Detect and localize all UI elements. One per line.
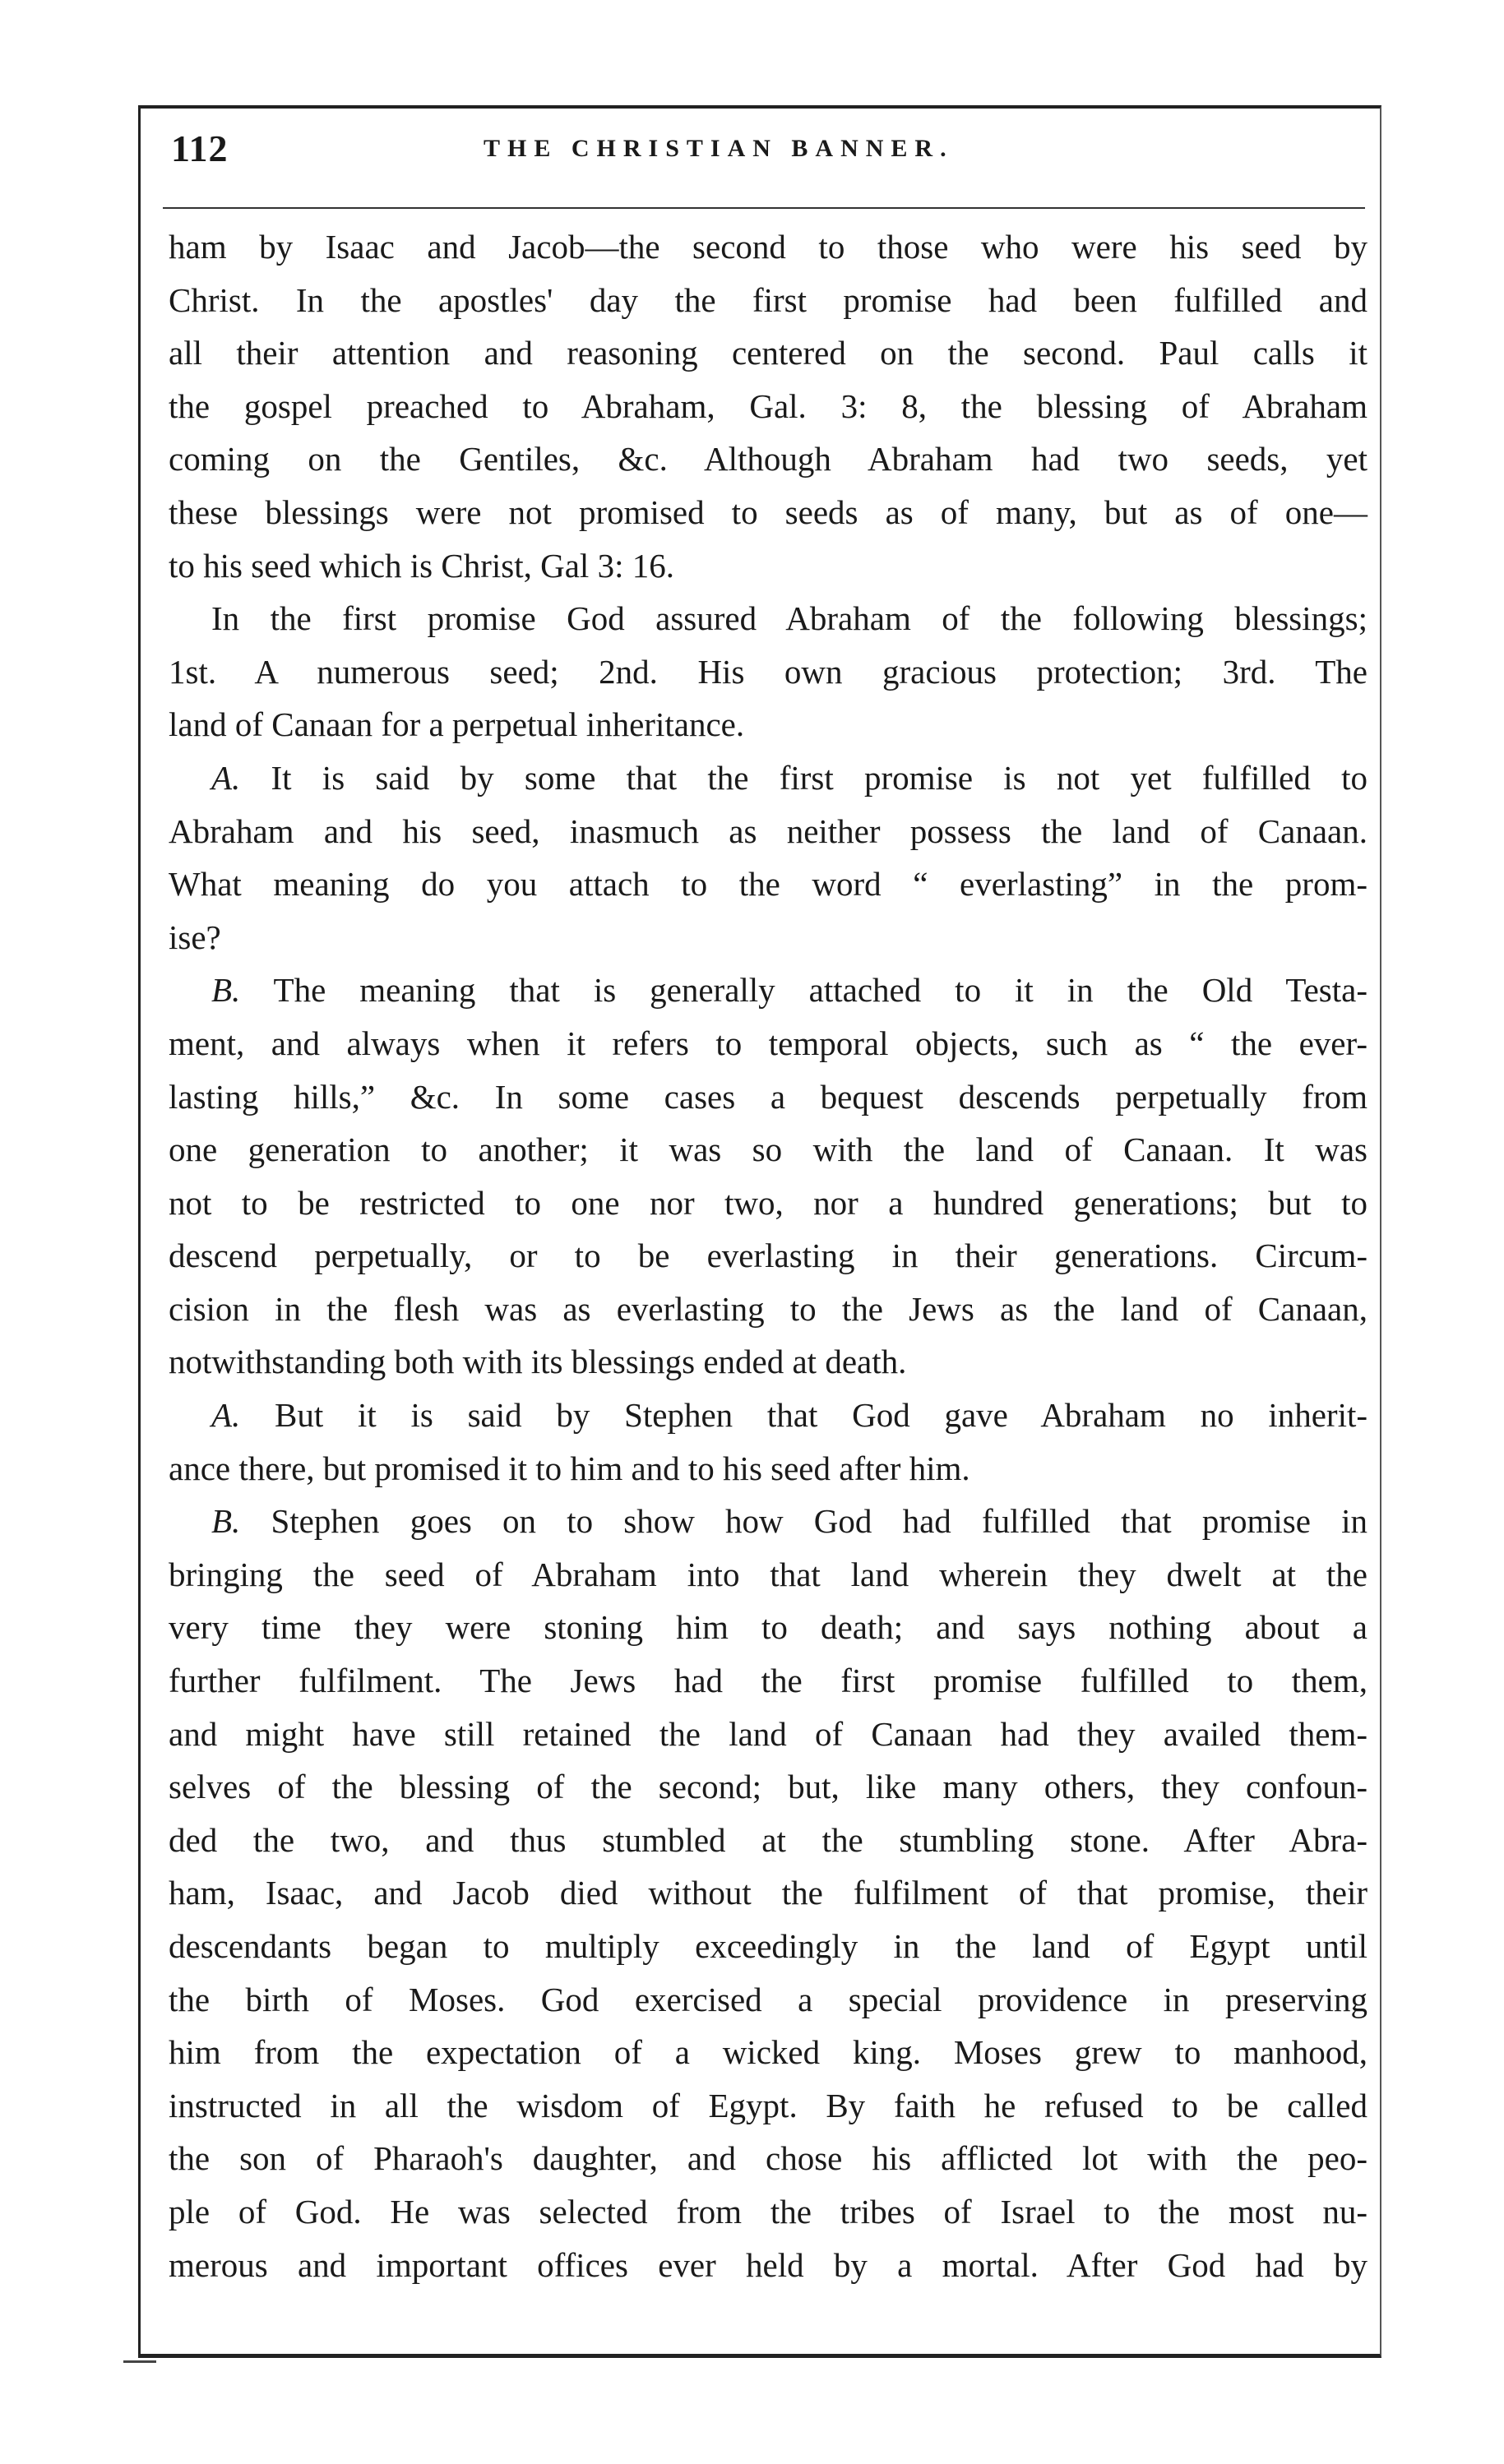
text-line: descendants began to multiply exceedingly in the land of Egypt until — [169, 1927, 1367, 1965]
text-line: ham by Isaac and Jacob—the second to those who were his seed by — [169, 228, 1367, 266]
text-line: one generation to another; it was so with the land of Canaan. It was — [169, 1130, 1367, 1169]
text-line: In the first promise God assured Abraham of the following blessings; — [211, 599, 1367, 638]
text-line: not to be restricted to one nor two, nor a hundred generations; but to — [169, 1183, 1367, 1222]
text-line: all their attention and reasoning centered on the second. Paul calls it — [169, 334, 1367, 372]
text-line: Christ. In the apostles' day the first promise had been fulfilled and — [169, 280, 1367, 319]
text-line: ance there, but promised it to him and to his seed after him. — [169, 1449, 970, 1487]
speaker-label: B. — [211, 1502, 241, 1541]
text-line: ple of God. He was selected from the tribes of Israel to the most nu- — [169, 2192, 1367, 2231]
text-line: lasting hills,” &c. In some cases a bequest descends perpetually from — [169, 1077, 1367, 1116]
text-line: these blessings were not promised to seeds as of many, but as of one— — [169, 492, 1367, 531]
text-line: to his seed which is Christ, Gal 3: 16. — [169, 546, 674, 585]
speaker-label: A. — [211, 1396, 241, 1435]
running-head: THE CHRISTIAN BANNER. — [484, 135, 954, 162]
speaker-line — [169, 1389, 1367, 1442]
text-line: Abraham and his seed, inasmuch as neither possess the land of Canaan. — [169, 811, 1367, 850]
text-line: descend perpetually, or to be everlasting in their generations. Circum- — [169, 1237, 1367, 1275]
speaker-label: B. — [211, 971, 241, 1010]
bottom-rule-mark — [123, 2360, 156, 2363]
text-line: and might have still retained the land of Canaan had they availed them- — [169, 1714, 1367, 1753]
text-line: him from the expectation of a wicked king. Moses grew to manhood, — [169, 2033, 1367, 2072]
text-line: Stephen goes on to show how God had fulfilled that promise in — [271, 1502, 1367, 1541]
text-line: the son of Pharaoh's daughter, and chose his afflicted lot with the peo- — [169, 2139, 1367, 2178]
speaker-line — [169, 964, 1367, 1017]
text-line: coming on the Gentiles, &c. Although Abraham had two seeds, yet — [169, 440, 1367, 478]
text-line: What meaning do you attach to the word “ everlasting” in the prom- — [169, 865, 1367, 904]
text-line: ment, and always when it refers to temporal objects, such as “ the ever- — [169, 1024, 1367, 1062]
text-line: ded the two, and thus stumbled at the stumbling stone. After Abra- — [169, 1820, 1367, 1859]
text-line: cision in the flesh was as everlasting to the Jews as the land of Canaan, — [169, 1289, 1367, 1328]
text-line: ham, Isaac, and Jacob died without the fulfilment of that promise, their — [169, 1874, 1367, 1912]
page-header — [163, 123, 1357, 183]
text-line: land of Canaan for a perpetual inheritance. — [169, 705, 745, 744]
text-line: The meaning that is generally attached to it in the Old Testa- — [273, 971, 1367, 1010]
text-line: notwithstanding both with its blessings ended at death. — [169, 1343, 907, 1381]
text-line: 1st. A numerous seed; 2nd. His own gracious protection; 3rd. The — [169, 652, 1367, 691]
speaker-line — [169, 751, 1367, 805]
text-line: further fulfilment. The Jews had the first promise fulfilled to them, — [169, 1662, 1367, 1700]
text-line: instructed in all the wisdom of Egypt. By faith he refused to be called — [169, 2086, 1367, 2124]
text-line: very time they were stoning him to death; and says nothing about a — [169, 1608, 1367, 1647]
text-line: merous and important offices ever held by a mortal. After God had by — [169, 2245, 1367, 2284]
speaker-line — [169, 1495, 1367, 1548]
body-text — [169, 220, 1367, 2291]
speaker-label: A. — [211, 758, 241, 797]
text-line: bringing the seed of Abraham into that land wherein they dwelt at the — [169, 1555, 1367, 1593]
text-line: It is said by some that the first promise is not yet fulfilled to — [271, 758, 1368, 797]
text-line: ise? — [169, 918, 221, 956]
text-line: But it is said by Stephen that God gave Abraham no inherit- — [275, 1396, 1368, 1435]
text-line: the birth of Moses. God exercised a special providence in preserving — [169, 1980, 1367, 2018]
text-line: the gospel preached to Abraham, Gal. 3: 8, the blessing of Abraham — [169, 386, 1367, 425]
text-line: selves of the blessing of the second; but, like many others, they confoun- — [169, 1768, 1367, 1806]
page-number: 112 — [171, 127, 229, 169]
header-rule — [163, 207, 1365, 209]
